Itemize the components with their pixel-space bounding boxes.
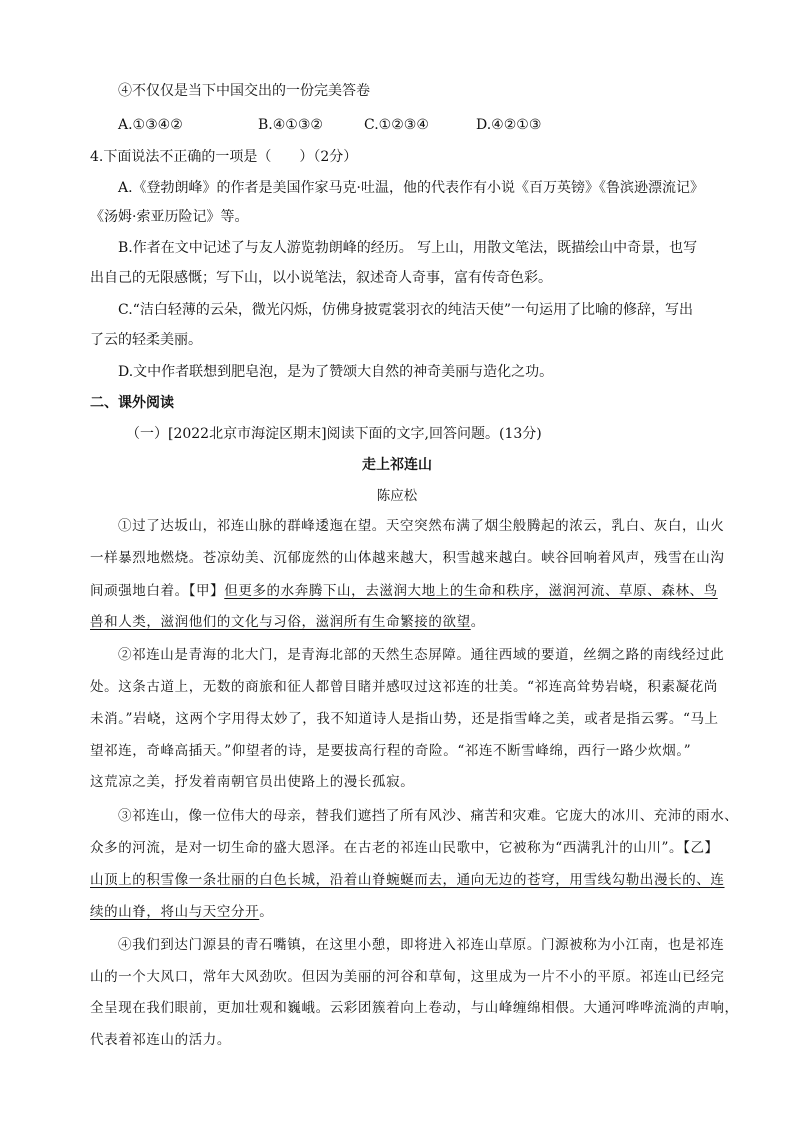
- p2-line2: 处。这条古道上，无数的商旅和征人都曾目睹并感叹过这祁连的壮美。“祁连高耸势岩峣，积素凝花尚: [90, 679, 718, 695]
- underlined-sentence-yi-end: 续的山脊，将山与天空分开: [90, 904, 260, 920]
- q4-option-a-line2: 《汤姆·索亚历险记》等。: [90, 209, 249, 225]
- q3-item-4: ④不仅仅是当下中国交出的一份完美答卷: [118, 83, 370, 99]
- q3-option-d: D.④②①③: [476, 117, 542, 133]
- p1-line4: [90, 612, 485, 632]
- reading-part-intro: （一）[2022北京市海淀区期末]阅读下面的文字,回答问题。(13分): [126, 426, 542, 442]
- q3-option-a: A.①③④②: [118, 117, 183, 133]
- p1-line1: ①过了达坂山，祁连山脉的群峰逶迤在望。天空突然布满了烟尘般腾起的浓云，乳白、灰白，山火: [118, 518, 725, 534]
- q4-option-c-line2: 了云的轻柔美丽。: [90, 332, 202, 348]
- p2-line5: 这荒凉之美，抒发着南朝官员出使路上的漫长孤寂。: [90, 774, 415, 790]
- q4-option-a-line1: A.《登勃朗峰》的作者是美国作家马克·吐温，他的代表作有小说《百万英镑》《鲁滨逊漂流记》: [118, 180, 705, 196]
- underlined-sentence-jia-end: 兽和人类，滋润他们的文化与习俗，滋润所有生命繁接的欲望: [90, 614, 471, 630]
- p3-line4-end: 。: [259, 904, 274, 920]
- p1-line3-text: 间顽强地白着。【甲】: [90, 583, 225, 599]
- article-author: 陈应松: [376, 488, 418, 504]
- p2-line4: 望祁连，奇峰高插天。”仰望者的诗，是要拔高行程的奇险。“祁连不断雪峰绵，西行一路少炊烟。”: [90, 743, 692, 759]
- p3-line1: ③祁连山，像一位伟大的母亲，替我们遮挡了所有风沙、痛苦和灾难。它庞大的冰川、充沛的雨水、: [118, 808, 739, 824]
- p1-line4-end: 。: [470, 614, 485, 630]
- p4-line4: 代表着祁连山的活力。: [90, 1032, 231, 1048]
- p3-line2: 众多的河流，是对一切生命的盛大恩泽。在古老的祁连山民歌中，它被称为“西满乳汁的山川”。【乙】: [90, 840, 719, 856]
- p3-line4: [90, 902, 273, 922]
- p1-line3: [90, 581, 718, 601]
- p4-line1: ④我们到达门源县的青石嘴镇，在这里小憩，即将进入祁连山草原。门源被称为小江南，也是祁连: [118, 937, 725, 953]
- underlined-sentence-yi: 山顶上的积雪像一条壮丽的白色长城，沿着山脊蜿蜒而去，通向无边的苍穹，用雪线勾勒出漫长的、连: [90, 872, 725, 888]
- p1-line2: 一样暴烈地燃烧。苍凉幼美、沉郁庞然的山体越来越大，积雪越来越白。峡谷回响着风声，残雪在山沟: [90, 550, 725, 566]
- p2-line3: 未消。”岩峣，这两个字用得太妙了，我不知道诗人是指山势，还是指雪峰之美，或者是指云雾。“马上: [90, 711, 719, 727]
- q4-option-c-line1: C.“洁白轻薄的云朵，微光闪烁，仿佛身披霓裳羽衣的纯洁天使”一句运用了比喻的修辞，写出: [118, 302, 693, 318]
- p2-line1: ②祁连山是青海的北大门，是青海北部的天然生态屏障。通往西域的要道，丝绸之路的南线经过此: [118, 647, 725, 663]
- article-title: 走上祁连山: [362, 457, 432, 473]
- p4-line2: 山的一个大风口，常年大风劲吹。但因为美丽的河谷和草甸，这里成为一片不小的平原。祁连山已经完: [90, 969, 725, 985]
- q3-option-c: C.①②③④: [364, 117, 429, 133]
- q4-stem: 4.下面说法不正确的一项是（ ）（2分）: [90, 149, 358, 165]
- underlined-sentence-jia: 但更多的水奔腾下山，去滋润大地上的生命和秩序，滋润河流、草原、森林、鸟: [224, 583, 718, 599]
- q3-option-b: B.④①③②: [258, 117, 323, 133]
- p4-line3: 全呈现在我们眼前，更加壮观和巍峨。云彩团簇着向上卷动，与山峰缠绵相偎。大通河哗哗流淌的声响，: [90, 1000, 739, 1016]
- q4-option-d-line1: D.文中作者联想到肥皂泡，是为了赞颂大自然的神奇美丽与造化之功。: [118, 364, 554, 380]
- q4-option-b-line1: B.作者在文中记述了与友人游览勃朗峰的经历。 写上山，用散文笔法，既描绘山中奇景，也写: [118, 240, 698, 256]
- q4-option-b-line2: 出自己的无限感慨；写下山，以小说笔法，叙述奇人奇事，富有传奇色彩。: [90, 270, 552, 286]
- section-heading: 二、课外阅读: [90, 395, 174, 411]
